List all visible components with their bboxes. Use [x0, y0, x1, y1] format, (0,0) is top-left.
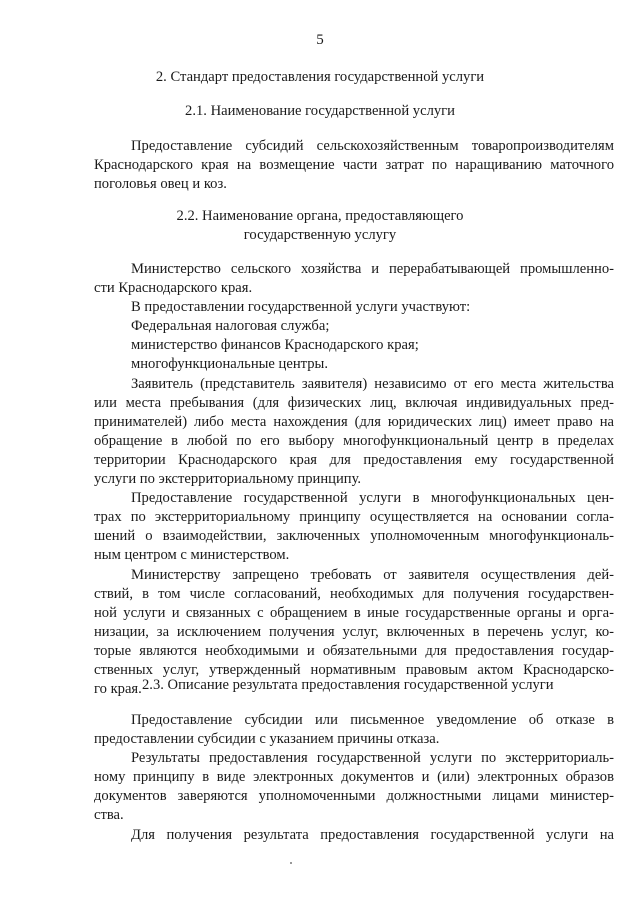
- paragraph-line: ственных услуг, утвержденный нормативным правовым актом Краснодарско-: [94, 661, 614, 678]
- paragraph-line: сти Краснодарского края.: [94, 280, 253, 297]
- section-2-1-heading: 2.1. Наименование государственной услуги: [185, 103, 455, 119]
- paragraph-line: ства.: [94, 807, 124, 824]
- paragraph-line: ным центром с министерством.: [94, 547, 290, 564]
- section-2-1-paragraph: [94, 137, 614, 194]
- paragraph-line: обращение в любой по его выбору многофункциональный центр в пределах: [94, 432, 614, 449]
- paragraph-line: Министерство сельского хозяйства и перерабатывающей промышленно-: [131, 261, 614, 277]
- paragraph-line: Министерству запрещено требовать от заявителя осуществления дей-: [131, 566, 614, 583]
- paragraph-line: го края.: [94, 681, 142, 698]
- section-2-2-heading: [0, 207, 640, 245]
- paragraph-line: Для получения результата предоставления государственной услуги на: [131, 826, 614, 843]
- paragraph-line: Федеральная налоговая служба;: [131, 318, 330, 335]
- paragraph-line: Предоставление субсидии или письменное уведомление об отказе в: [131, 712, 614, 728]
- paragraph-line: Предоставление субсидий сельскохозяйственным товаропроизводителям: [131, 138, 614, 154]
- section-2-3-heading: 2.3. Описание результата предоставления государственной услуги: [142, 677, 554, 693]
- scan-speck: [290, 862, 292, 864]
- paragraph-line: предоставлении субсидии с указанием причины отказа.: [94, 731, 440, 748]
- paragraph-line: документов заверяются уполномоченными должностными лицами министер-: [94, 788, 614, 805]
- paragraph-line: торые являются необходимыми и обязательными для предоставления государ-: [94, 642, 614, 659]
- paragraph-line: министерство финансов Краснодарского края;: [131, 337, 419, 354]
- heading-line: 2.2. Наименование органа, предоставляющего: [176, 208, 464, 224]
- paragraph-line: Предоставление государственной услуги в многофункциональных цен-: [131, 490, 614, 507]
- paragraph-line: Результаты предоставления государственной услуги по экстерриториаль-: [131, 750, 614, 767]
- paragraph-line: ной услуги и связанных с обращением в иные государственные органы и орга-: [94, 604, 614, 621]
- paragraph-line: ному принципу в виде электронных документов и (или) электронных образов: [94, 769, 614, 786]
- paragraph-line: шений о взаимодействии, заключенных уполномоченным многофункциональ-: [94, 528, 614, 545]
- section-2-3-body: [94, 711, 614, 845]
- paragraph-line: Краснодарского края на возмещение части затрат по наращиванию маточного: [94, 157, 614, 174]
- paragraph-line: низации, за исключением получения услуг, включенных в перечень услуг, ко-: [94, 623, 614, 640]
- paragraph-line: или места пребывания (для физических лиц, включая индивидуальных пред-: [94, 394, 614, 411]
- paragraph-line: Заявитель (представитель заявителя) независимо от его места жительства: [131, 375, 614, 392]
- paragraph-line: трах по экстерриториальному принципу осуществляется на основании согла-: [94, 509, 614, 526]
- paragraph-line: принимателей) либо места нахождения (для юридических лиц) имеет право на: [94, 413, 614, 430]
- paragraph-line: многофункциональные центры.: [131, 356, 328, 373]
- section-2-2-body: [94, 260, 614, 699]
- paragraph-line: территории Краснодарского края для предоставления ему государственной: [94, 451, 614, 468]
- heading-line: государственную услугу: [243, 227, 397, 243]
- paragraph-line: услуги по экстерриториальному принципу.: [94, 471, 362, 488]
- section-2-heading: 2. Стандарт предоставления государственной услуги: [155, 69, 485, 85]
- paragraph-line: ствий, в том числе согласований, необходимых для получения государствен-: [94, 585, 614, 602]
- paragraph-line: В предоставлении государственной услуги участвуют:: [131, 299, 471, 316]
- paragraph-line: поголовья овец и коз.: [94, 176, 227, 193]
- page-number: 5: [316, 32, 324, 48]
